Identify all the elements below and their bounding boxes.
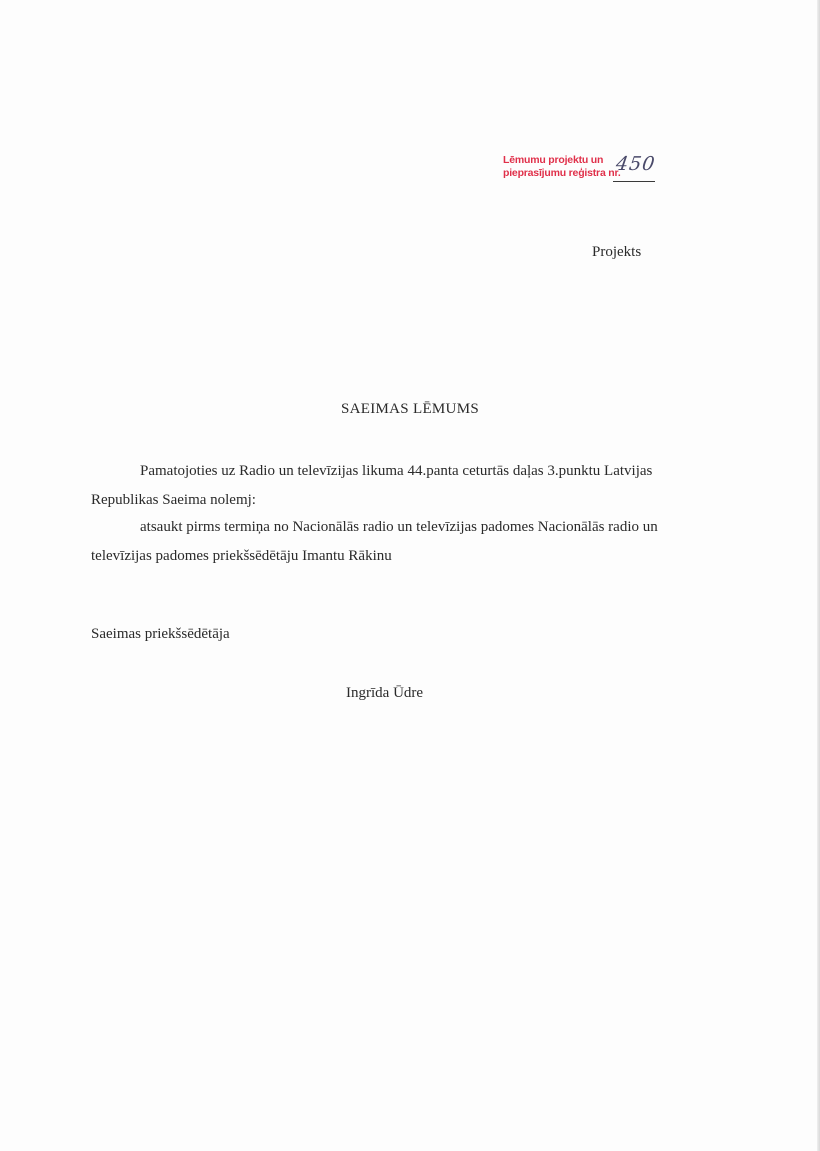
registry-stamp — [503, 154, 663, 180]
paragraph-decision — [91, 513, 731, 571]
paragraph-decision-line-1: atsaukt pirms termiņa no Nacionālās radio un televīzijas padomes Nacionālās radio un — [140, 519, 658, 535]
paragraph-basis — [91, 457, 731, 515]
registry-number-underline — [613, 181, 655, 182]
draft-label: Projekts — [592, 244, 642, 260]
registry-number: 450 — [614, 153, 657, 175]
signer-title: Saeimas priekšsēdētāja — [91, 626, 230, 642]
paragraph-decision-line-2: televīzijas padomes priekšsēdētāju Imantu Rākinu — [91, 548, 392, 564]
stamp-line-2: pieprasījumu reģistra nr. — [503, 167, 621, 179]
stamp-line-1: Lēmumu projektu un — [503, 154, 604, 166]
signer-name: Ingrīda Ūdre — [346, 685, 424, 701]
paragraph-basis-line-1: Pamatojoties uz Radio un televīzijas likuma 44.panta ceturtās daļas 3.punktu Latvijas — [140, 463, 653, 479]
paragraph-basis-line-2: Republikas Saeima nolemj: — [91, 492, 256, 508]
document-title: SAEIMAS LĒMUMS — [341, 401, 479, 417]
